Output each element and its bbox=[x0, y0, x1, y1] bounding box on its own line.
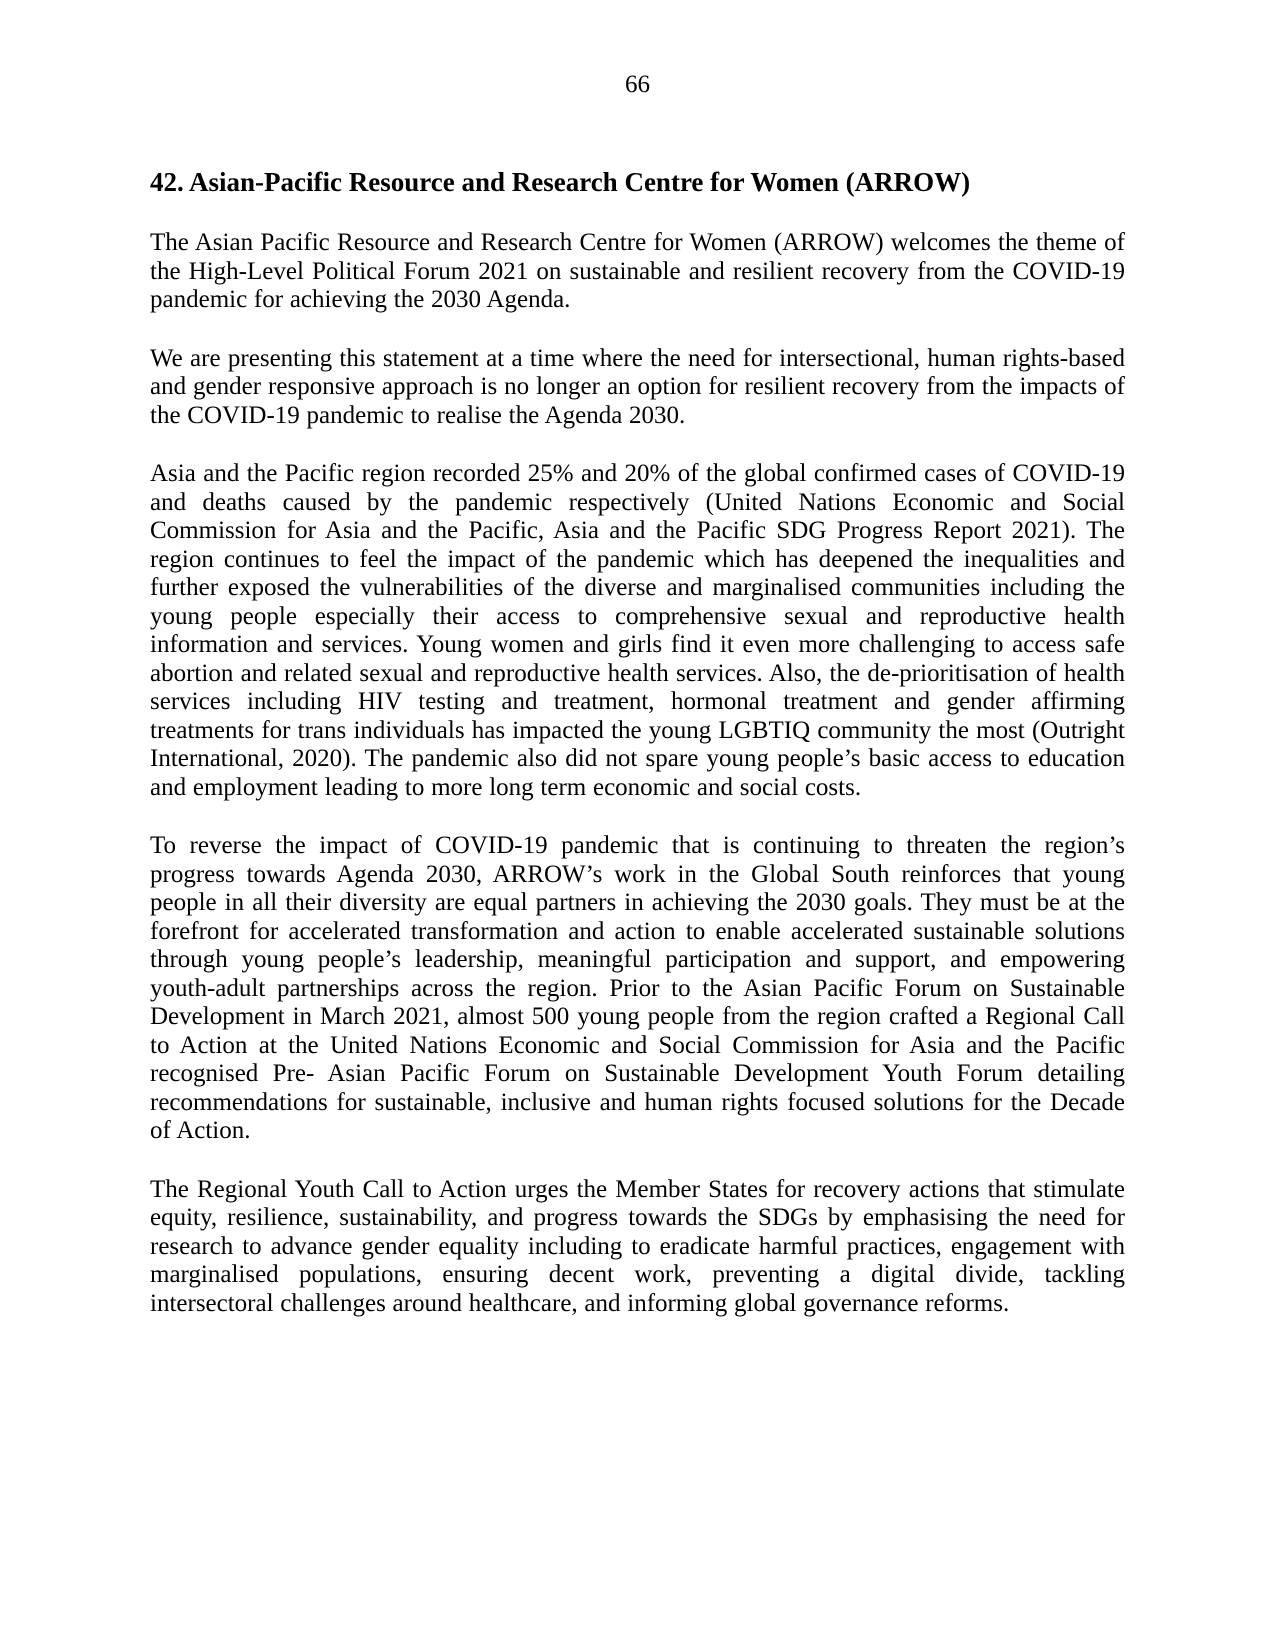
body-paragraph: The Asian Pacific Resource and Research Centre for Women (ARROW) welcomes the theme of the High-Level Political Forum 2021 on sustainable and resilient recovery from the COVID-19 pandemic for achieving the 2030 Agenda. bbox=[150, 229, 1125, 313]
section-heading: 42. Asian-Pacific Resource and Research Centre for Women (ARROW) bbox=[150, 167, 971, 197]
body-paragraph: The Regional Youth Call to Action urges the Member States for recovery actions that stimulate equity, resilience, sustainability, and progress towards the SDGs by emphasising the need for research to advance gender equality including to eradicate harmful practices, engagement with marginalised populations, ensuring decent work, preventing a digital divide, tackling intersectoral challenges around healthcare, and informing global governance reforms. bbox=[150, 1175, 1125, 1317]
body-paragraph: To reverse the impact of COVID-19 pandemic that is continuing to threaten the region’s progress towards Agenda 2030, ARROW’s work in the Global South reinforces that young people in all their diversity are equal partners in achieving the 2030 goals. They must be at the forefront for accelerated transformation and action to enable accelerated sustainable solutions through young people’s leadership, meaningful participation and support, and empowering youth-adult partnerships across the region. Prior to the Asian Pacific Forum on Sustainable Development in March 2021, almost 500 young people from the region crafted a Regional Call to Action at the United Nations Economic and Social Commission for Asia and the Pacific recognised Pre- Asian Pacific Forum on Sustainable Development Youth Forum detailing recommendations for sustainable, inclusive and human rights focused solutions for the Decade of Action. bbox=[150, 832, 1125, 1144]
body-paragraph: Asia and the Pacific region recorded 25% and 20% of the global confirmed cases of COVID-19 and deaths caused by the pandemic respectively (United Nations Economic and Social Commission for Asia and the Pacific, Asia and the Pacific SDG Progress Report 2021). The region continues to feel the impact of the pandemic which has deepened the inequalities and further exposed the vulnerabilities of the diverse and marginalised communities including the young people especially their access to comprehensive sexual and reproductive health information and services. Young women and girls find it even more challenging to access safe abortion and related sexual and reproductive health services. Also, the de-prioritisation of health services including HIV testing and treatment, hormonal treatment and gender affirming treatments for trans individuals has impacted the young LGBTIQ community the most (Outright International, 2020). The pandemic also did not spare young people’s basic access to education and employment leading to more long term economic and social costs. bbox=[150, 460, 1125, 801]
page-number: 66 bbox=[625, 71, 650, 98]
body-paragraph: We are presenting this statement at a time where the need for intersectional, human rights-based and gender responsive approach is no longer an option for resilient recovery from the impacts of the COVID-19 pandemic to realise the Agenda 2030. bbox=[150, 344, 1125, 429]
